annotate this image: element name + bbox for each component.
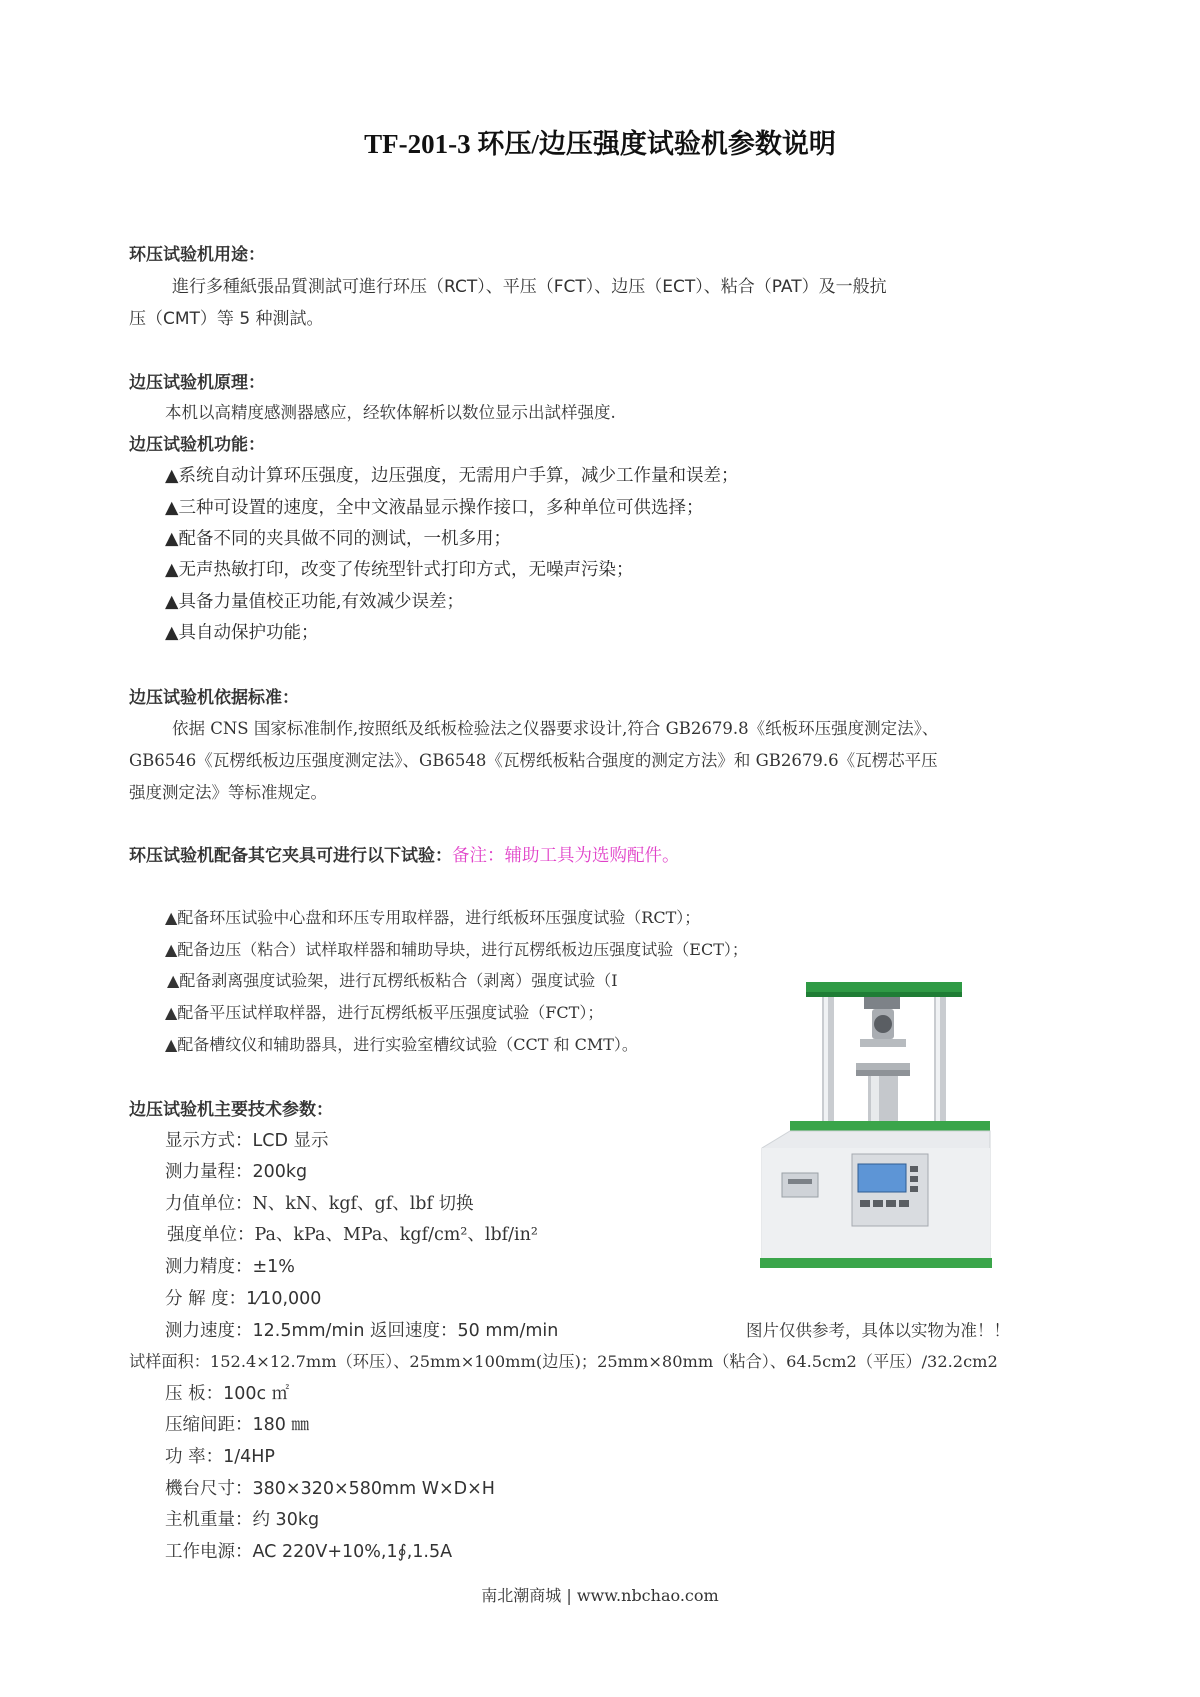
function-item: ▲具备力量值校正功能,有效减少误差；: [165, 592, 465, 612]
fixture-item: ▲配备环压试验中心盘和环压专用取样器，进行纸板环压强度试验（RCT）；: [165, 908, 701, 927]
page-title: TF-201-3 环压/边压强度试验机参数说明: [364, 129, 836, 159]
fixtures-heading: [129, 841, 680, 867]
functions-heading: 边压试验机功能：: [129, 435, 265, 455]
usage-line-2: 压（CMT）等 5 种測試。: [129, 309, 324, 329]
principle-text: 本机以高精度感测器感应，经软体解析以数位显示出試样强度.: [165, 403, 616, 422]
principle-heading: 边压试验机原理：: [129, 373, 265, 393]
param-plate: 压 板：100c ㎡: [165, 1384, 290, 1404]
param-gap: 压缩间距：180 ㎜: [165, 1415, 309, 1435]
param-power: 功 率：1/4HP: [165, 1447, 275, 1467]
params-heading: 边压试验机主要技术参数：: [129, 1100, 333, 1120]
param-range: 测力量程：200kg: [165, 1162, 308, 1182]
param-sample-area: 试样面积：152.4×12.7mm（环压）、25mm×100mm(边压)；25mm×80mm（粘合）、64.5cm2（平压）/32.2cm2: [129, 1352, 998, 1371]
param-strength-unit: 强度单位：Pa、kPa、MPa、kgf/cm²、lbf/in²: [167, 1225, 538, 1245]
param-size: 機台尺寸：380×320×580mm W×D×H: [165, 1479, 495, 1499]
fixture-item: ▲配备平压试样取样器，进行瓦楞纸板平压强度试验（FCT）；: [165, 1003, 604, 1022]
image-note: 图片仅供参考，具体以实物为准！！: [746, 1321, 1010, 1340]
standards-line-1: 依据 CNS 国家标准制作,按照纸及纸板检验法之仪器要求设计,符合 GB2679.8《纸板环压强度测定法》、: [172, 719, 939, 738]
function-item: ▲三种可设置的速度，全中文液晶显示操作接口，多种单位可供选择；: [165, 498, 704, 518]
param-supply: 工作电源：AC 220V+10%,1∮,1.5A: [165, 1542, 453, 1562]
function-item: ▲配备不同的夹具做不同的测试，一机多用；: [165, 529, 511, 549]
function-item: ▲具自动保护功能；: [165, 623, 319, 643]
function-item: ▲无声热敏打印，改变了传统型针式打印方式，无噪声污染；: [165, 560, 634, 580]
param-force-unit: 力值单位：N、kN、kgf、gf、lbf 切换: [165, 1194, 474, 1214]
machine-base: [760, 1258, 992, 1268]
standards-line-3: 强度测定法》等标准规定。: [129, 783, 327, 802]
fixture-item: ▲配备剥离强度试验架，进行瓦楞纸板粘合（剥离）强度试验（I: [167, 971, 618, 990]
fixtures-note: 备注：辅助工具为选购配件。: [452, 846, 680, 866]
standards-line-2: GB6546《瓦楞纸板边压强度测定法》、GB6548《瓦楞纸板粘合强度的测定方法》和 GB2679.6《瓦楞芯平压: [129, 751, 938, 770]
fixture-item: ▲配备边压（粘合）试样取样器和辅助导块，进行瓦楞纸板边压强度试验（ECT）；: [165, 940, 748, 959]
param-weight: 主机重量：约 30kg: [165, 1510, 320, 1530]
fixtures-heading-text: 环压试验机配备其它夹具可进行以下试验：: [129, 846, 452, 866]
param-resolution: 分 解 度：1⁄10,000: [165, 1289, 322, 1309]
function-item: ▲系统自动计算环压强度，边压强度，无需用户手算，减少工作量和误差；: [165, 466, 739, 486]
standards-heading: 边压试验机依据标准：: [129, 688, 299, 708]
param-speed: 测力速度：12.5mm/min 返回速度：50 mm/min: [165, 1321, 559, 1341]
top-plate: [806, 982, 962, 992]
footer: 南北潮商城 | www.nbchao.com: [481, 1586, 719, 1605]
param-accuracy: 测力精度：±1%: [165, 1257, 295, 1277]
tester-machine-image: [742, 978, 1032, 1278]
param-display: 显示方式：LCD 显示: [165, 1131, 329, 1151]
fixture-item: ▲配备槽纹仪和辅助器具，进行实验室槽纹试验（CCT 和 CMT）。: [165, 1035, 638, 1054]
usage-line-1: 進行多種紙張品質測試可進行环压（RCT）、平压（FCT）、边压（ECT）、粘合（PAT）及一般抗: [172, 277, 887, 297]
usage-heading: 环压试验机用途：: [129, 245, 265, 265]
